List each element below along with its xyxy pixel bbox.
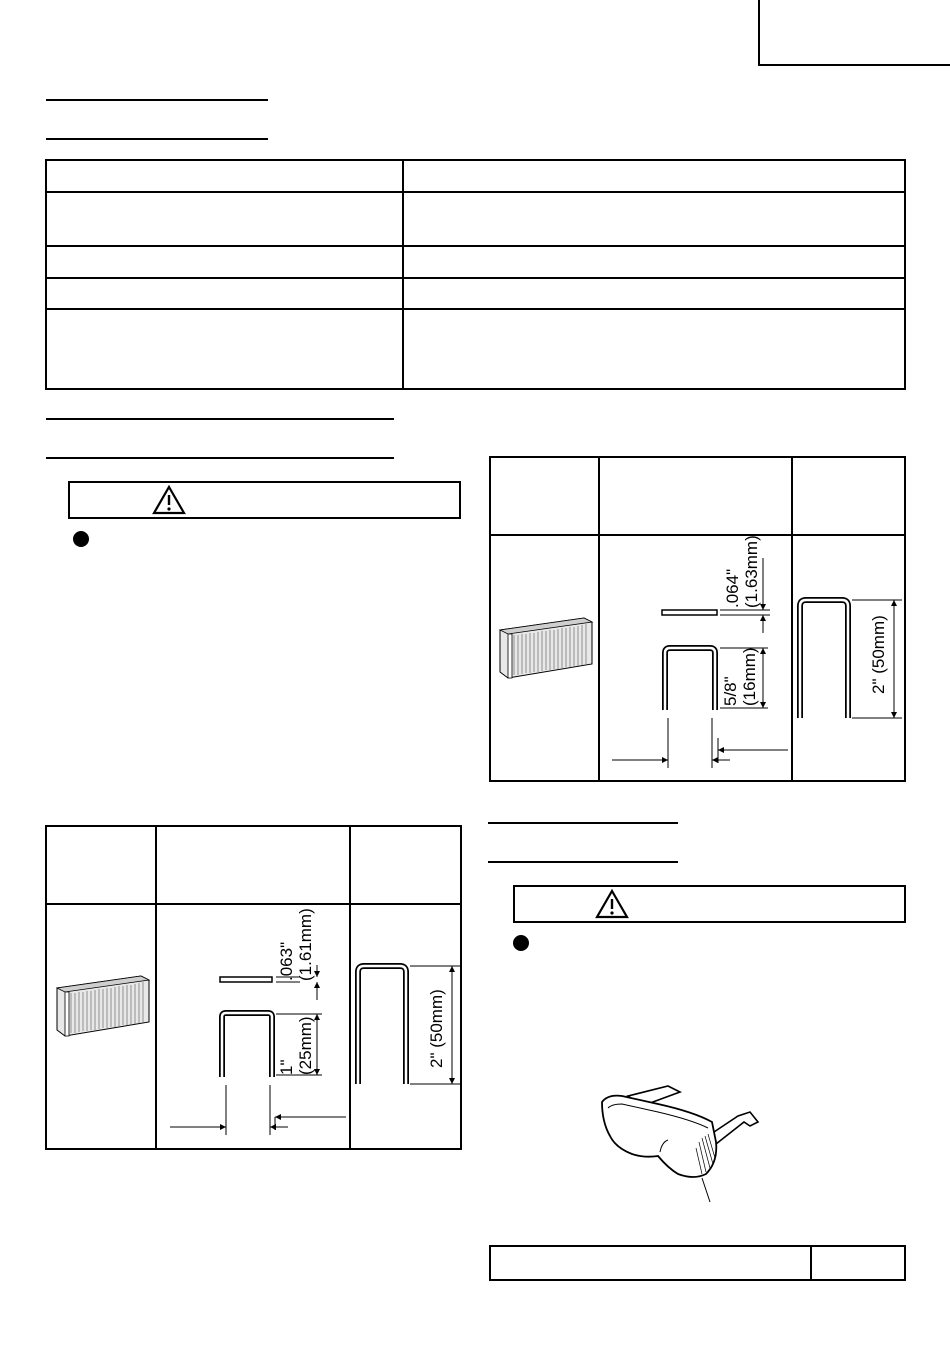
table-column-divider [155, 827, 157, 1148]
bullet-icon [73, 531, 89, 547]
staple-strip-image [496, 612, 596, 682]
heading-rule [488, 822, 678, 824]
warning-triangle-icon [152, 485, 186, 515]
heading-rule [46, 418, 394, 420]
staple-length-diagram [352, 960, 462, 1090]
crown-label: 1" [277, 1059, 296, 1075]
specifications-table [45, 159, 906, 390]
table-column-divider [402, 161, 404, 388]
thickness-mm-label: (1.63mm) [742, 535, 761, 608]
staple-strip-image [53, 970, 153, 1040]
crown-mm-label: (16mm) [740, 647, 759, 706]
staple-length-diagram [794, 594, 904, 724]
safety-glasses-illustration [598, 1082, 778, 1212]
thickness-label: .064" [723, 568, 742, 608]
part-number-table [489, 1245, 906, 1281]
crown-mm-label: (25mm) [296, 1016, 315, 1075]
heading-rule [46, 138, 268, 140]
heading-rule [488, 861, 678, 863]
bullet-icon [513, 935, 529, 951]
warning-triangle-icon [595, 889, 629, 919]
heading-rule [46, 99, 268, 101]
length-label: 2" (50mm) [427, 989, 446, 1068]
warning-banner [68, 481, 461, 519]
staple-dimension-diagram [600, 535, 800, 778]
heading-rule [46, 457, 394, 459]
length-label: 2" (50mm) [869, 615, 888, 694]
crown-label: 5/8" [721, 676, 740, 706]
thickness-label: .063" [277, 941, 296, 981]
table-row-divider [47, 277, 904, 279]
staple-dimension-diagram [160, 905, 360, 1145]
table-row-divider [47, 245, 904, 247]
table-row-divider [47, 308, 904, 310]
table-column-divider [810, 1247, 812, 1279]
warning-banner [513, 885, 906, 923]
corner-tab [758, 0, 950, 66]
table-row-divider [47, 191, 904, 193]
table-row-divider [491, 534, 904, 536]
thickness-mm-label: (1.61mm) [296, 908, 315, 981]
